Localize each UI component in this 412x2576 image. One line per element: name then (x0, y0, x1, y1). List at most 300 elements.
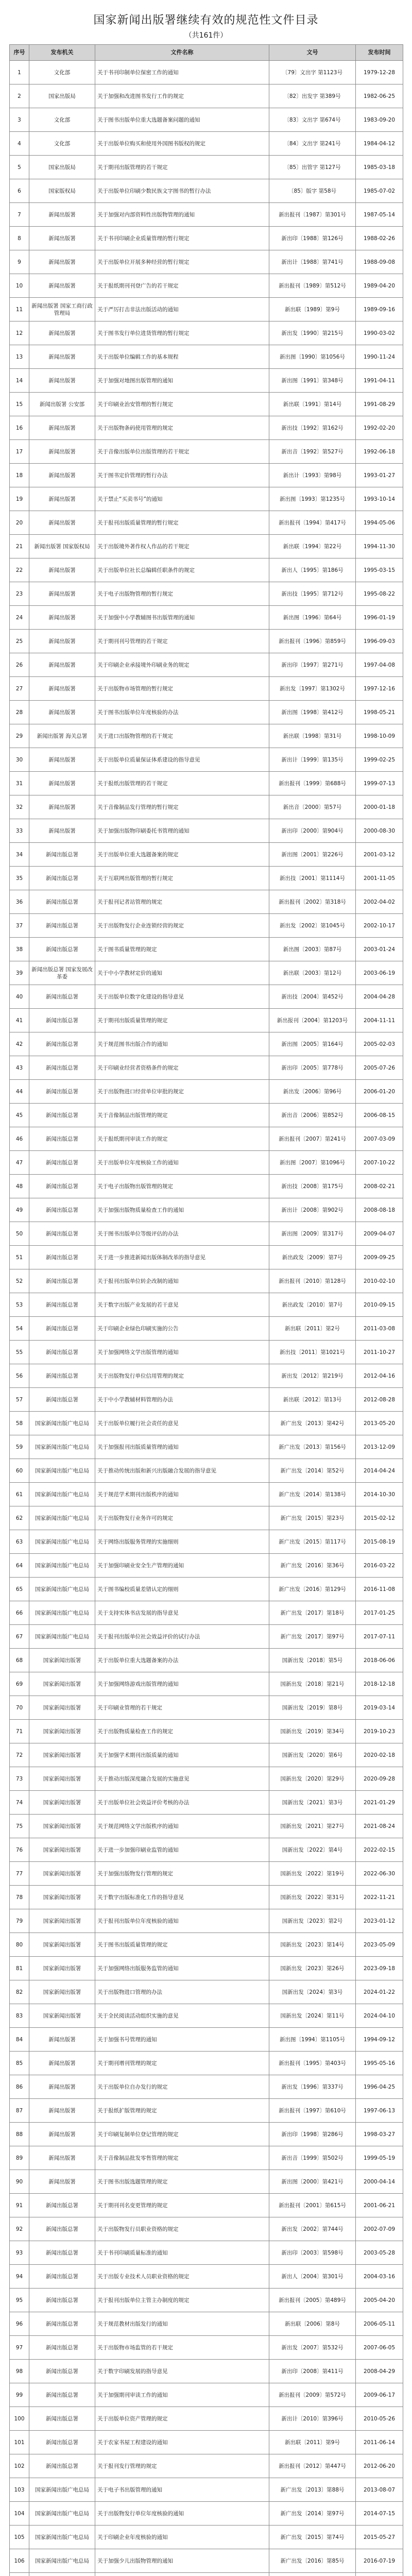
row-serial: 73 (10, 1767, 29, 1791)
row-doc-title: 关于印刷业经营者资格条件的规定 (95, 1056, 269, 1080)
table-row (10, 2194, 403, 2217)
table-row (10, 2431, 403, 2454)
table-row (10, 2028, 403, 2052)
row-issue-date: 2005-07-26 (356, 1056, 403, 1080)
row-doc-title: 关于进一步加强印刷业监管的通知 (95, 1838, 269, 1862)
row-issuer: 新闻出版总署 (29, 2289, 95, 2312)
table-row (10, 1506, 403, 1530)
table-row (10, 1269, 403, 1293)
row-doc-number: 新出图〔2009〕第317号 (269, 1222, 356, 1246)
row-issue-date: 1997-12-16 (356, 677, 403, 701)
row-doc-number: 国新出发〔2023〕第26号 (269, 1957, 356, 1980)
table-row (10, 416, 403, 440)
table-body (10, 61, 403, 2576)
row-issue-date: 2013-08-07 (356, 2478, 403, 2502)
row-issue-date: 1994-05-06 (356, 511, 403, 535)
row-issuer: 新闻出版总署 (29, 1293, 95, 1317)
row-doc-title: 关于数字印刷发展的指导意见 (95, 2360, 269, 2383)
row-doc-number: 国新出发〔2018〕第5号 (269, 1649, 356, 1672)
row-doc-number: 国新出发〔2019〕第34号 (269, 1720, 356, 1743)
table-row (10, 2146, 403, 2170)
row-issue-date: 2010-05-26 (356, 2407, 403, 2431)
row-doc-number: 新出报刊〔1987〕第301号 (269, 203, 356, 227)
row-serial: 26 (10, 653, 29, 677)
table-row (10, 558, 403, 582)
row-serial: 99 (10, 2383, 29, 2407)
table-row (10, 867, 403, 890)
row-issuer: 新闻出版总署 (29, 1151, 95, 1175)
row-issuer: 新闻出版总署 (29, 938, 95, 961)
row-serial: 9 (10, 250, 29, 274)
row-doc-title: 关于加强出版物质量检查工作的通知 (95, 1198, 269, 1222)
row-issue-date: 2012-08-28 (356, 1388, 403, 1412)
row-doc-number: 新出人〔1995〕第186号 (269, 558, 356, 582)
row-doc-title: 关于出版物发行员职业资格的规定 (95, 2217, 269, 2241)
row-serial: 2 (10, 84, 29, 108)
row-doc-number: 新出报刊〔2005〕第489号 (269, 2289, 356, 2312)
row-doc-number: 新出图〔1994〕第1105号 (269, 2028, 356, 2052)
row-issue-date: 1995-05-16 (356, 2052, 403, 2075)
row-issue-date: 1999-05-19 (356, 2146, 403, 2170)
row-doc-number: 〔79〕文出字 第1123号 (269, 61, 356, 84)
row-issuer: 文化部 (29, 108, 95, 132)
row-issuer: 新闻出版署 (29, 416, 95, 440)
row-doc-title: 关于加强网络游戏出版管理的通知 (95, 1672, 269, 1696)
row-issuer: 国家新闻出版广电总局 (29, 1483, 95, 1506)
row-serial: 71 (10, 1720, 29, 1743)
row-doc-number: 新出印〔1998〕第286号 (269, 2123, 356, 2146)
table-row (10, 1909, 403, 1933)
table-row (10, 440, 403, 464)
row-issue-date: 1992-02-20 (356, 416, 403, 440)
row-issuer: 新闻出版总署 (29, 1009, 95, 1032)
row-doc-number: 新出联〔2011〕第2号 (269, 1317, 356, 1341)
row-issue-date: 2009-04-07 (356, 1222, 403, 1246)
row-serial: 27 (10, 677, 29, 701)
row-issuer: 新闻出版署 (29, 511, 95, 535)
row-serial: 68 (10, 1649, 29, 1672)
row-doc-number: 新出音〔1992〕第527号 (269, 440, 356, 464)
row-issuer: 新闻出版总署 (29, 1198, 95, 1222)
row-issuer: 新闻出版总署 (29, 1317, 95, 1341)
row-serial: 61 (10, 1483, 29, 1506)
table-row (10, 2052, 403, 2075)
row-issue-date: 2015-08-19 (356, 1530, 403, 1554)
table-row (10, 1388, 403, 1412)
row-issue-date: 2013-05-20 (356, 1412, 403, 1435)
table-row (10, 630, 403, 653)
row-doc-title: 关于印刷业治安管理的暂行规定 (95, 393, 269, 416)
row-serial: 89 (10, 2146, 29, 2170)
row-issuer: 新闻出版署 (29, 819, 95, 843)
row-issuer: 国家新闻出版署 (29, 1886, 95, 1909)
row-serial: 17 (10, 440, 29, 464)
table-row (10, 1791, 403, 1815)
row-issuer: 新闻出版总署 (29, 1127, 95, 1151)
row-issue-date: 2000-04-14 (356, 2170, 403, 2194)
table-row (10, 1743, 403, 1767)
row-issue-date: 2023-09-18 (356, 1957, 403, 1980)
row-doc-number: 新出印〔2008〕第411号 (269, 2360, 356, 2383)
row-issuer: 新闻出版署 (29, 250, 95, 274)
table-row (10, 84, 403, 108)
row-doc-number: 国新出发〔2020〕第6号 (269, 1743, 356, 1767)
row-doc-number: 国新出发〔2023〕第2号 (269, 1909, 356, 1933)
row-doc-title: 关于图书编校质量差错认定的细则 (95, 1578, 269, 1601)
row-doc-title: 关于出版物发行单位信用管理的规定 (95, 1364, 269, 1388)
row-doc-number: 新出图〔1993〕第1235号 (269, 487, 356, 511)
row-doc-title: 关于全民阅读活动组织实施的意见 (95, 2004, 269, 2028)
row-issuer: 国家新闻出版署 (29, 1862, 95, 1886)
row-serial: 13 (10, 345, 29, 369)
row-doc-title: 关于报刊出版单位社会效益评价的试行办法 (95, 1625, 269, 1649)
table-row (10, 938, 403, 961)
row-issuer: 新闻出版总署 (29, 1032, 95, 1056)
row-doc-number: 国新出发〔2022〕第4号 (269, 1838, 356, 1862)
row-serial: 52 (10, 1269, 29, 1293)
row-issue-date: 2005-02-03 (356, 1032, 403, 1056)
row-issue-date: 2014-07-15 (356, 2502, 403, 2526)
table-row (10, 1246, 403, 1269)
row-issuer: 新闻出版署 公安部 (29, 393, 95, 416)
row-serial: 7 (10, 203, 29, 227)
row-issue-date: 2000-08-30 (356, 819, 403, 843)
table-row (10, 1933, 403, 1957)
row-issuer: 国家新闻出版广电总局 (29, 1601, 95, 1625)
row-doc-title: 关于加强对地图出版管理的通知 (95, 369, 269, 393)
table-row (10, 1364, 403, 1388)
row-issue-date: 2007-03-09 (356, 1127, 403, 1151)
row-doc-number: 新出政发〔2010〕第7号 (269, 1293, 356, 1317)
row-issue-date: 2017-07-11 (356, 1625, 403, 1649)
row-doc-number: 新出报刊〔1997〕第610号 (269, 2099, 356, 2123)
table-row (10, 2075, 403, 2099)
row-issue-date: 2010-02-10 (356, 1269, 403, 1293)
row-serial: 44 (10, 1080, 29, 1104)
row-issue-date: 1992-06-18 (356, 440, 403, 464)
row-issuer: 新闻出版署 (29, 369, 95, 393)
row-doc-title: 关于印刷企业承接境外印刷业务的规定 (95, 653, 269, 677)
row-issue-date: 2016-11-08 (356, 1578, 403, 1601)
row-doc-number: 新出报刊〔2001〕第615号 (269, 2194, 356, 2217)
row-issuer: 文化部 (29, 132, 95, 156)
row-issuer: 国家新闻出版署 (29, 1933, 95, 1957)
row-serial: 18 (10, 464, 29, 487)
row-doc-title: 关于图书出版单位年度核验的办法 (95, 701, 269, 724)
row-issuer: 国家新闻出版署 (29, 1649, 95, 1672)
row-issue-date: 2004-03-16 (356, 2265, 403, 2289)
row-issuer: 新闻出版署 (29, 653, 95, 677)
row-issuer: 新闻出版总署 (29, 1341, 95, 1364)
row-issue-date: 1997-04-08 (356, 653, 403, 677)
table-row (10, 1032, 403, 1056)
table-row (10, 1412, 403, 1435)
row-serial: 82 (10, 1980, 29, 2004)
table-row (10, 2478, 403, 2502)
row-doc-number: 新出报刊〔2010〕第128号 (269, 1269, 356, 1293)
table-row (10, 1815, 403, 1838)
row-serial: 6 (10, 179, 29, 203)
table-row (10, 2336, 403, 2360)
row-serial: 10 (10, 274, 29, 298)
row-issuer: 新闻出版总署 (29, 1269, 95, 1293)
row-doc-number: 〔85〕出管字 第127号 (269, 156, 356, 179)
table-row (10, 2454, 403, 2478)
row-serial: 102 (10, 2454, 29, 2478)
row-doc-number: 国新出发〔2021〕第3号 (269, 1791, 356, 1815)
row-doc-number: 新广出发〔2016〕第36号 (269, 1554, 356, 1578)
row-issuer: 国家新闻出版署 (29, 1791, 95, 1815)
row-issuer: 国家新闻出版署 (29, 1696, 95, 1720)
row-serial: 1 (10, 61, 29, 84)
row-doc-title: 关于印刷企业绿色印刷实施的公告 (95, 1317, 269, 1341)
table-row (10, 2407, 403, 2431)
row-issue-date: 2020-02-18 (356, 1743, 403, 1767)
row-doc-title: 关于出版物进口管理的办法 (95, 1980, 269, 2004)
row-serial: 38 (10, 938, 29, 961)
row-issuer: 新闻出版署 (29, 345, 95, 369)
row-issue-date: 1994-09-12 (356, 2028, 403, 2052)
row-doc-title: 关于进一步推进新闻出版体制改革的指导意见 (95, 1246, 269, 1269)
row-issuer: 新闻出版署 (29, 677, 95, 701)
row-issue-date: 2022-02-15 (356, 1838, 403, 1862)
row-serial: 56 (10, 1364, 29, 1388)
row-issuer: 新闻出版署 (29, 2052, 95, 2075)
row-doc-number: 新出图〔2000〕第421号 (269, 2170, 356, 2194)
table-row (10, 1696, 403, 1720)
row-serial: 54 (10, 1317, 29, 1341)
row-issuer: 新闻出版署 国家工商行政管理局 (29, 298, 95, 321)
row-doc-title: 关于加强印刷业安全生产管理的通知 (95, 1554, 269, 1578)
row-doc-title: 关于互联网出版管理的暂行规定 (95, 867, 269, 890)
row-serial: 88 (10, 2123, 29, 2146)
row-serial: 103 (10, 2478, 29, 2502)
table-row (10, 1886, 403, 1909)
table-row (10, 1980, 403, 2004)
row-issuer: 国家新闻出版广电总局 (29, 1459, 95, 1483)
row-serial: 14 (10, 369, 29, 393)
row-doc-title: 关于禁止“买卖书号”的通知 (95, 487, 269, 511)
row-serial: 29 (10, 724, 29, 748)
row-issuer: 国家新闻出版署 (29, 1720, 95, 1743)
row-issue-date: 2019-10-23 (356, 1720, 403, 1743)
row-serial: 100 (10, 2407, 29, 2431)
row-issuer: 国家新闻出版署 (29, 1909, 95, 1933)
row-issuer: 新闻出版总署 (29, 1222, 95, 1246)
row-doc-number: 新出报刊〔1999〕第688号 (269, 772, 356, 795)
row-serial: 35 (10, 867, 29, 890)
row-doc-number: 新出计〔2010〕第396号 (269, 2407, 356, 2431)
row-issuer: 新闻出版总署 (29, 1246, 95, 1269)
row-doc-title: 关于出版单位重大选题备案的规定 (95, 843, 269, 867)
row-serial: 72 (10, 1743, 29, 1767)
row-doc-title: 关于印刷业管理的若干规定 (95, 1696, 269, 1720)
row-serial: 42 (10, 1032, 29, 1056)
row-doc-number: 新广出发〔2013〕第156号 (269, 1435, 356, 1459)
row-doc-number: 国新出发〔2020〕第29号 (269, 1767, 356, 1791)
row-serial: 33 (10, 819, 29, 843)
row-issuer: 新闻出版署 (29, 748, 95, 772)
row-serial: 96 (10, 2312, 29, 2336)
row-issue-date: 2022-11-21 (356, 1886, 403, 1909)
row-issue-date: 2024-01-22 (356, 1980, 403, 2004)
row-doc-title: 关于报纸扩版管理的规定 (95, 2099, 269, 2123)
row-serial: 31 (10, 772, 29, 795)
row-issuer: 新闻出版总署 (29, 1104, 95, 1127)
row-issue-date: 1998-05-21 (356, 701, 403, 724)
row-doc-title: 关于出版单位印刷少数民族文字图书的暂行办法 (95, 179, 269, 203)
row-issuer: 新闻出版署 (29, 2028, 95, 2052)
row-doc-title: 关于书刊印刷质量标准的通知 (95, 2241, 269, 2265)
row-serial: 30 (10, 748, 29, 772)
row-serial: 83 (10, 2004, 29, 2028)
row-issuer: 国家新闻出版广电总局 (29, 1530, 95, 1554)
table-row (10, 1862, 403, 1886)
row-issuer: 新闻出版署 (29, 558, 95, 582)
table-row (10, 156, 403, 179)
row-doc-number: 新出报刊〔1996〕第859号 (269, 630, 356, 653)
row-serial: 45 (10, 1104, 29, 1127)
table-row (10, 795, 403, 819)
row-issue-date: 2002-07-09 (356, 2217, 403, 2241)
row-doc-number: 新出印〔2003〕第598号 (269, 2241, 356, 2265)
table-row (10, 1080, 403, 1104)
table-row (10, 345, 403, 369)
row-doc-number: 国新出发〔2022〕第19号 (269, 1862, 356, 1886)
row-issuer: 国家新闻出版署 (29, 2004, 95, 2028)
row-doc-title: 关于音像制品出版管理的规定 (95, 1104, 269, 1127)
row-issue-date: 2001-11-05 (356, 867, 403, 890)
row-issue-date: 1998-03-27 (356, 2123, 403, 2146)
row-issue-date: 1988-09-08 (356, 250, 403, 274)
row-issuer: 新闻出版署 (29, 440, 95, 464)
row-doc-title: 关于出版单位履行社会责任的意见 (95, 1412, 269, 1435)
row-issue-date: 1990-11-24 (356, 345, 403, 369)
row-doc-title: 关于图书出版质量管理的规定 (95, 1933, 269, 1957)
table-row (10, 582, 403, 606)
row-serial: 64 (10, 1554, 29, 1578)
row-issue-date: 2007-06-05 (356, 2336, 403, 2360)
row-issue-date: 2005-04-20 (356, 2289, 403, 2312)
table-row (10, 2241, 403, 2265)
row-doc-title: 关于出版物发行单位年度核验的通知 (95, 2502, 269, 2526)
table-row (10, 1317, 403, 1341)
row-issuer: 新闻出版署 (29, 203, 95, 227)
row-doc-title (95, 2573, 269, 2576)
row-doc-title: 关于出版单位年度核验工作的通知 (95, 1151, 269, 1175)
table-row (10, 1838, 403, 1862)
table-row (10, 1104, 403, 1127)
row-issuer: 新闻出版总署 (29, 2336, 95, 2360)
row-doc-number: 新出图〔2001〕第226号 (269, 843, 356, 867)
row-issue-date: 2019-03-14 (356, 1696, 403, 1720)
row-serial: 65 (10, 1578, 29, 1601)
row-issuer: 新闻出版总署 (29, 2312, 95, 2336)
row-doc-number: 新广出发〔2015〕第23号 (269, 1506, 356, 1530)
row-doc-number: 新出联〔2012〕第13号 (269, 1388, 356, 1412)
row-issue-date: 2006-05-11 (356, 2312, 403, 2336)
row-serial: 67 (10, 1625, 29, 1649)
row-issuer (29, 2573, 95, 2576)
row-doc-title: 关于规范教材出版发行的通知 (95, 2312, 269, 2336)
row-issue-date: 2023-05-09 (356, 1933, 403, 1957)
row-doc-title: 关于出版物发行企业连锁经营的规定 (95, 914, 269, 938)
row-serial: 28 (10, 701, 29, 724)
row-doc-title: 关于严厉打击非法出版活动的通知 (95, 298, 269, 321)
row-issuer: 新闻出版署 (29, 227, 95, 250)
row-issue-date: 2016-03-22 (356, 1554, 403, 1578)
row-doc-title: 关于加强网络出版服务监管的通知 (95, 1957, 269, 1980)
table-row (10, 2170, 403, 2194)
header-issuer: 发布机关 (29, 45, 95, 61)
row-issue-date: 1996-01-19 (356, 606, 403, 630)
row-serial: 19 (10, 487, 29, 511)
row-issuer: 新闻出版总署 (29, 1364, 95, 1388)
row-doc-number: 新出音〔2000〕第57号 (269, 795, 356, 819)
row-issue-date: 1990-03-02 (356, 321, 403, 345)
row-issue-date (356, 2573, 403, 2576)
row-doc-title: 关于出版境外著作权人作品的若干规定 (95, 535, 269, 558)
row-serial: 75 (10, 1815, 29, 1838)
table-row (10, 1293, 403, 1317)
row-serial: 36 (10, 890, 29, 914)
table-row (10, 2383, 403, 2407)
row-doc-number: 新出图〔1991〕第348号 (269, 369, 356, 393)
row-doc-title: 关于加强对内部资料性出版物管理的通知 (95, 203, 269, 227)
row-doc-title: 关于农家书屋工程建设的通知 (95, 2431, 269, 2454)
table-row (10, 2123, 403, 2146)
row-doc-number: 新出发〔1996〕第337号 (269, 2075, 356, 2099)
table-row (10, 250, 403, 274)
row-doc-number: 新出联〔2003〕第12号 (269, 961, 356, 985)
row-serial: 21 (10, 535, 29, 558)
row-issuer: 国家新闻出版广电总局 (29, 1578, 95, 1601)
row-serial: 91 (10, 2194, 29, 2217)
row-serial: 66 (10, 1601, 29, 1625)
row-serial: 97 (10, 2336, 29, 2360)
row-serial: 69 (10, 1672, 29, 1696)
row-serial: 46 (10, 1127, 29, 1151)
row-issue-date: 1997-06-13 (356, 2099, 403, 2123)
row-doc-number: 新出音〔1999〕第502号 (269, 2146, 356, 2170)
table-row (10, 2004, 403, 2028)
row-issue-date: 1985-07-02 (356, 179, 403, 203)
row-serial: 41 (10, 1009, 29, 1032)
row-doc-title: 关于加强少儿出版物管理的通知 (95, 2549, 269, 2573)
table-row (10, 61, 403, 84)
row-doc-title: 关于数字出版标准化工作的指导意见 (95, 1886, 269, 1909)
table-row (10, 724, 403, 748)
row-issuer: 新闻出版总署 (29, 2217, 95, 2241)
table-row (10, 203, 403, 227)
header-serial: 序号 (10, 45, 29, 61)
table-row (10, 179, 403, 203)
table-row (10, 985, 403, 1009)
row-serial: 62 (10, 1506, 29, 1530)
row-issuer: 国家新闻出版广电总局 (29, 2502, 95, 2526)
row-doc-number: 新出图〔1990〕第1056号 (269, 345, 356, 369)
row-issuer: 新闻出版总署 (29, 2194, 95, 2217)
row-issue-date: 2022-06-30 (356, 1862, 403, 1886)
row-doc-title: 关于出版专业技术人员职业资格的规定 (95, 2265, 269, 2289)
row-doc-title: 关于图书出版单位等级评估的办法 (95, 1222, 269, 1246)
row-doc-title: 关于报刊发行管理的规定 (95, 2454, 269, 2478)
table-row (10, 2099, 403, 2123)
row-serial: 84 (10, 2028, 29, 2052)
row-doc-number: 〔83〕文出字 第674号 (269, 108, 356, 132)
table-row (10, 393, 403, 416)
row-serial: 78 (10, 1886, 29, 1909)
